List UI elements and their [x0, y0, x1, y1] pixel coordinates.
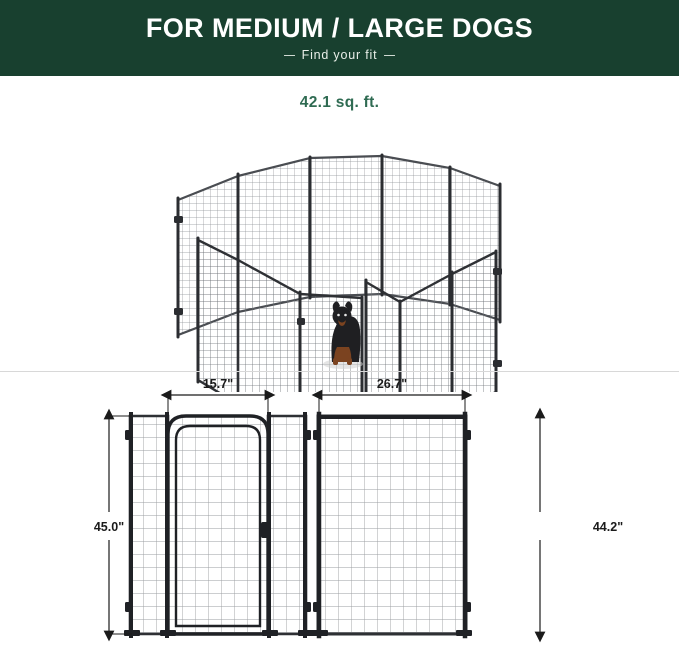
banner-subtitle: [284, 48, 396, 62]
right-panel-group: [312, 414, 472, 636]
playpen-perspective-drawing: [0, 112, 679, 392]
hero-illustration: [0, 112, 679, 392]
dimension-panel-height: [94, 416, 132, 634]
area-label: 42.1 sq. ft.: [299, 94, 380, 111]
left-panel-group: [124, 414, 314, 636]
banner-subtitle-text: Find your fit: [301, 48, 378, 63]
page-title: FOR MEDIUM / LARGE DOGS: [145, 12, 534, 43]
dash-left-icon: [284, 55, 295, 56]
dash-right-icon: [384, 55, 395, 56]
dimension-wide-width: [319, 377, 465, 412]
dimension-narrow-width-label: 15.7": [202, 377, 234, 391]
dimension-wide-width-label: 26.7": [376, 377, 408, 391]
dimension-door-height-label: 44.2": [592, 520, 624, 534]
dimension-diagram: [0, 372, 679, 656]
dimension-door-height: [540, 416, 623, 634]
dimension-narrow-width: [168, 377, 268, 412]
dimension-panel-height-label: 45.0": [93, 520, 125, 534]
panel-dimension-drawing: [0, 372, 679, 656]
header-banner: [0, 0, 679, 76]
